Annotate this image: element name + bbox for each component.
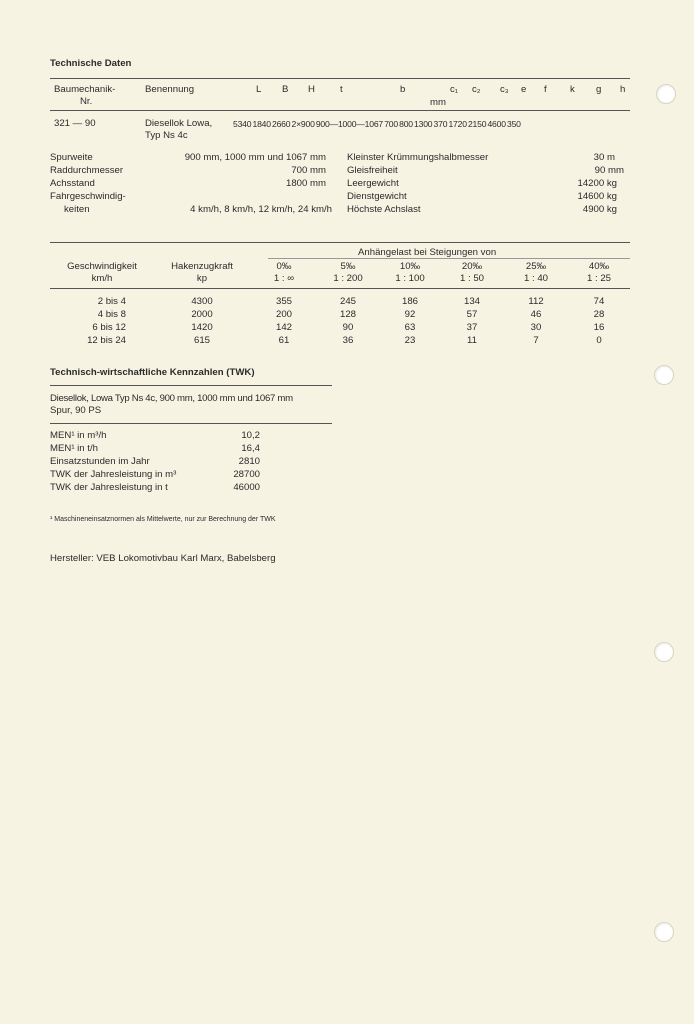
divider — [50, 288, 630, 289]
load-cell: 7 — [533, 335, 539, 346]
col-header-c3: c₃ — [500, 84, 509, 95]
twk-value: 10,2 — [241, 430, 260, 441]
grade-ratio: 1 : ∞ — [273, 273, 295, 284]
load-cell: 57 — [466, 309, 478, 320]
divider — [50, 385, 332, 386]
twk-label: TWK der Jahresleistung in m³ — [50, 469, 177, 480]
grade-header: 25‰ — [525, 261, 547, 272]
load-group-header: Anhängelast bei Steigungen von — [358, 247, 497, 258]
col-header-baumechanik: Baumechanik- — [54, 84, 116, 95]
row-nr: 321 — 90 — [54, 118, 96, 129]
col-header-L: L — [256, 84, 262, 95]
load-cell: 355 — [275, 296, 292, 307]
grade-ratio: 1 : 50 — [459, 273, 484, 284]
col-header-benennung: Benennung — [145, 84, 195, 95]
speed-cell: 4 bis 8 — [97, 309, 126, 320]
load-cell: 245 — [339, 296, 356, 307]
spec-label: Raddurchmesser — [50, 165, 124, 176]
grade-ratio: 1 : 200 — [333, 273, 363, 284]
load-cell: 92 — [404, 309, 416, 320]
col-header-c2: c₂ — [472, 84, 481, 95]
col-header-nr: Nr. — [80, 96, 93, 107]
row-dimension-values: 5340 1840 2660 2×900 900—1000—1067 700 800 1300 370 1720 2150 4600 350 — [233, 119, 521, 129]
load-cell: 46 — [530, 309, 542, 320]
divider — [50, 78, 630, 79]
punch-hole — [654, 922, 674, 942]
col-header-force: Hakenzugkraft — [171, 261, 233, 272]
spec-label: Fahrgeschwindig- — [50, 191, 126, 202]
col-header-e: e — [521, 84, 527, 95]
divider — [50, 242, 630, 243]
speed-cell: 6 bis 12 — [92, 322, 126, 333]
col-header-f: f — [544, 84, 547, 95]
speed-cell: 2 bis 4 — [97, 296, 126, 307]
spec-value: 4900 kg — [582, 204, 617, 215]
load-cell: 28 — [593, 309, 605, 320]
load-cell: 30 — [530, 322, 542, 333]
grade-header: 40‰ — [588, 261, 610, 272]
spec-label: Leergewicht — [347, 178, 399, 189]
twk-value: 16,4 — [241, 443, 260, 454]
col-header-c1: c₁ — [450, 84, 459, 95]
spec-value: 14200 kg — [577, 178, 617, 189]
twk-label: TWK der Jahresleistung in t — [50, 482, 168, 493]
section-heading-twk: Technisch-wirtschaftliche Kennzahlen (TWK) — [50, 367, 255, 378]
spec-label: Höchste Achslast — [347, 204, 421, 215]
spec-value: 90 mm — [594, 165, 624, 176]
force-cell: 615 — [193, 335, 210, 346]
punch-hole — [656, 84, 676, 104]
spec-value: 900 mm, 1000 mm und 1067 mm — [184, 152, 326, 163]
spec-value: 1800 mm — [286, 178, 326, 189]
col-header-h: h — [620, 84, 626, 95]
twk-value: 2810 — [238, 456, 260, 467]
col-header-k: k — [570, 84, 575, 95]
load-cell: 11 — [467, 335, 477, 346]
col-header-b: b — [400, 84, 406, 95]
manufacturer: Hersteller: VEB Lokomotivbau Karl Marx, Babelsberg — [50, 553, 276, 564]
divider — [268, 258, 630, 259]
spec-value: 30 m — [593, 152, 615, 163]
spec-value: 700 mm — [291, 165, 326, 176]
col-header-unit: mm — [430, 97, 446, 108]
divider — [50, 423, 332, 424]
load-cell: 74 — [593, 296, 605, 307]
twk-label: MEN¹ in t/h — [50, 443, 98, 454]
load-cell: 186 — [401, 296, 418, 307]
grade-header: 5‰ — [340, 261, 356, 272]
load-cell: 112 — [528, 296, 544, 307]
load-cell: 0 — [596, 335, 602, 346]
force-cell: 1420 — [191, 322, 213, 333]
col-header-force-unit: kp — [196, 273, 208, 284]
force-cell: 2000 — [191, 309, 213, 320]
spec-value: 14600 kg — [577, 191, 617, 202]
spec-label: Spurweite — [50, 152, 93, 163]
col-header-H: H — [308, 84, 315, 95]
load-cell: 16 — [593, 322, 605, 333]
load-cell: 128 — [339, 309, 356, 320]
load-cell: 90 — [342, 322, 354, 333]
twk-label: MEN¹ in m³/h — [50, 430, 107, 441]
col-header-t: t — [340, 84, 343, 95]
grade-header: 0‰ — [276, 261, 292, 272]
punch-hole — [654, 365, 674, 385]
spec-label: Kleinster Krümmungshalbmesser — [347, 152, 489, 163]
load-cell: 23 — [404, 335, 416, 346]
col-header-g: g — [596, 84, 602, 95]
grade-ratio: 1 : 40 — [523, 273, 548, 284]
twk-description-line2: Spur, 90 PS — [50, 405, 102, 416]
spec-label: Achsstand — [50, 178, 95, 189]
col-header-speed: Geschwindigkeit — [67, 261, 137, 272]
section-heading-technische-daten: Technische Daten — [50, 58, 132, 69]
force-cell: 4300 — [191, 296, 213, 307]
spec-label: keiten — [64, 204, 90, 215]
divider — [50, 110, 630, 111]
row-name-line1: Diesellok Lowa, — [145, 118, 213, 129]
twk-value: 46000 — [233, 482, 260, 493]
spec-value: 4 km/h, 8 km/h, 12 km/h, 24 km/h — [190, 204, 332, 215]
load-cell: 61 — [278, 335, 290, 346]
twk-label: Einsatzstunden im Jahr — [50, 456, 150, 467]
load-cell: 200 — [275, 309, 292, 320]
load-cell: 63 — [404, 322, 416, 333]
grade-header: 10‰ — [399, 261, 421, 272]
spec-label: Dienstgewicht — [347, 191, 407, 202]
grade-ratio: 1 : 100 — [395, 273, 425, 284]
load-cell: 134 — [463, 296, 480, 307]
row-name-line2: Typ Ns 4c — [145, 130, 188, 141]
load-cell: 36 — [342, 335, 354, 346]
col-header-B: B — [282, 84, 289, 95]
speed-cell: 12 bis 24 — [87, 335, 126, 346]
twk-description-line1: Diesellok, Lowa Typ Ns 4c, 900 mm, 1000 mm und 1067 mm — [50, 393, 293, 404]
grade-ratio: 1 : 25 — [586, 273, 611, 284]
load-cell: 142 — [275, 322, 292, 333]
punch-hole — [654, 642, 674, 662]
load-cell: 37 — [466, 322, 478, 333]
spec-label: Gleisfreiheit — [347, 165, 398, 176]
col-header-speed-unit: km/h — [91, 273, 113, 284]
twk-value: 28700 — [233, 469, 260, 480]
footnote: ¹ Maschineneinsatznormen als Mittelwerte, nur zur Berechnung der TWK — [50, 516, 276, 523]
grade-header: 20‰ — [461, 261, 483, 272]
